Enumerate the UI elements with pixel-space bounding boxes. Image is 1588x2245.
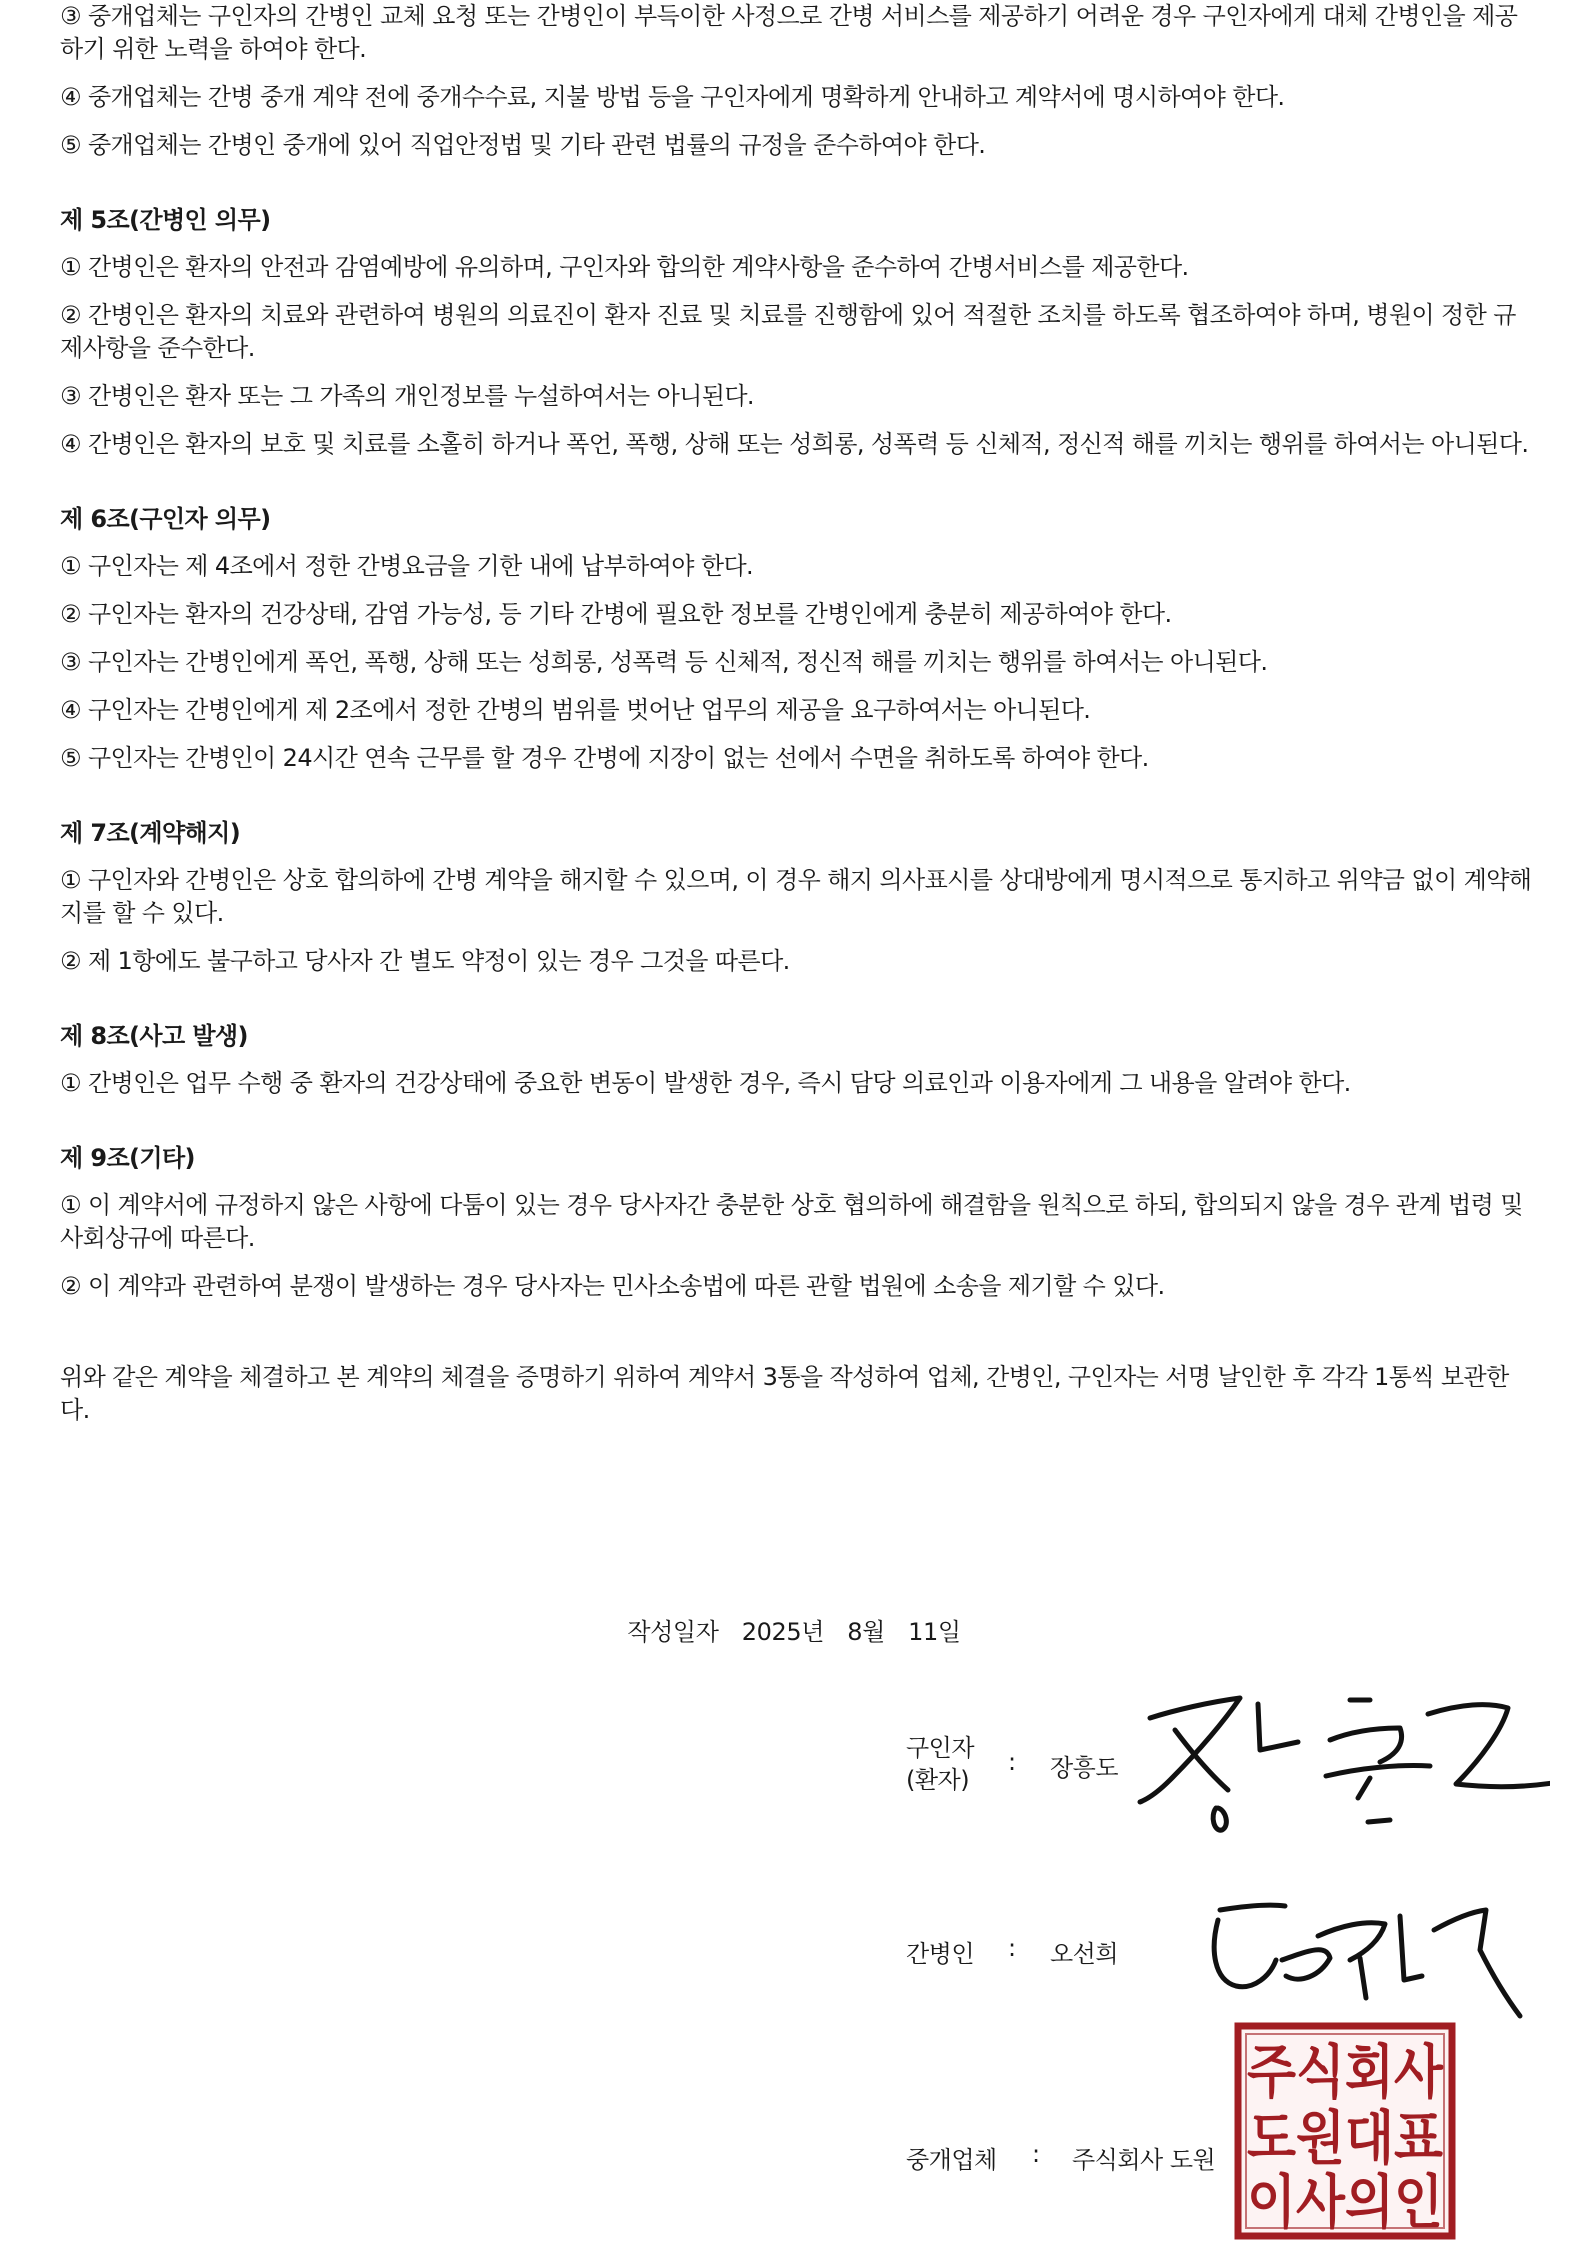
date-month: 8월	[847, 1618, 885, 1646]
date-year: 2025년	[741, 1618, 824, 1646]
intro-section	[60, 0, 1532, 162]
clause-paragraph: ② 제 1항에도 불구하고 당사자 간 별도 약정이 있는 경우 그것을 따른다.	[60, 947, 790, 975]
article-7	[60, 817, 1532, 978]
article-heading: 제 6조(구인자 의무)	[60, 505, 271, 533]
article-heading: 제 9조(기타)	[60, 1144, 195, 1172]
client-handwritten-signature	[1130, 1680, 1550, 1850]
article-9	[60, 1142, 1532, 1303]
agency-label: 중개업체	[906, 2146, 997, 2174]
caregiver-label: 간병인	[906, 1940, 975, 1968]
client-colon: :	[1008, 1748, 1016, 1776]
svg-text:이사의인: 이사의인	[1247, 2168, 1443, 2236]
svg-text:도원대표: 도원대표	[1247, 2104, 1443, 2172]
closing-statement: 위와 같은 계약을 체결하고 본 계약의 체결을 증명하기 위하여 계약서 3통을 작성하여 업체, 간병인, 구인자는 서명 날인한 후 각각 1통씩 보관한다.	[60, 1363, 1509, 1424]
client-label: 구인자	[906, 1734, 975, 1762]
agency-name: 주식회사 도원	[1072, 2146, 1216, 2174]
article-8	[60, 1020, 1532, 1100]
clause-paragraph: ① 구인자와 간병인은 상호 합의하에 간병 계약을 해지할 수 있으며, 이 경우 해지 의사표시를 상대방에게 명시적으로 통지하고 위약금 없이 계약해지를 할 수 있다.	[60, 866, 1532, 927]
clause-paragraph: ② 간병인은 환자의 치료와 관련하여 병원의 의료진이 환자 진료 및 치료를 진행함에 있어 적절한 조치를 하도록 협조하여야 하며, 병원이 정한 규제사항을 준수한다.	[60, 301, 1516, 362]
clause-paragraph: ④ 중개업체는 간병 중개 계약 전에 중개수수료, 지불 방법 등을 구인자에게 명확하게 안내하고 계약서에 명시하여야 한다.	[60, 83, 1285, 111]
article-5	[60, 204, 1532, 461]
clause-paragraph: ④ 구인자는 간병인에게 제 2조에서 정한 간병의 범위를 벗어난 업무의 제공을 요구하여서는 아니된다.	[60, 696, 1091, 724]
clause-paragraph: ⑤ 중개업체는 간병인 중개에 있어 직업안정법 및 기타 관련 법률의 규정을 준수하여야 한다.	[60, 131, 986, 159]
clause-paragraph: ③ 중개업체는 구인자의 간병인 교체 요청 또는 간병인이 부득이한 사정으로 간병 서비스를 제공하기 어려운 경우 구인자에게 대체 간병인을 제공하기 위한 노력을 하여야 한다.	[60, 2, 1518, 63]
clause-paragraph: ① 간병인은 업무 수행 중 환자의 건강상태에 중요한 변동이 발생한 경우, 즉시 담당 의료인과 이용자에게 그 내용을 알려야 한다.	[60, 1069, 1351, 1097]
company-seal-stamp	[1232, 2020, 1458, 2242]
article-heading: 제 8조(사고 발생)	[60, 1022, 248, 1050]
clause-paragraph: ② 구인자는 환자의 건강상태, 감염 가능성, 등 기타 간병에 필요한 정보를 간병인에게 충분히 제공하여야 한다.	[60, 600, 1172, 628]
date-label: 작성일자	[627, 1618, 719, 1646]
clause-paragraph: ⑤ 구인자는 간병인이 24시간 연속 근무를 할 경우 간병에 지장이 없는 선에서 수면을 취하도록 하여야 한다.	[60, 744, 1149, 772]
date-line	[0, 1612, 1588, 1647]
caregiver-colon: :	[1008, 1934, 1016, 1962]
clause-paragraph: ① 구인자는 제 4조에서 정한 간병요금을 기한 내에 납부하여야 한다.	[60, 552, 754, 580]
clause-paragraph: ① 간병인은 환자의 안전과 감염예방에 유의하며, 구인자와 합의한 계약사항을 준수하여 간병서비스를 제공한다.	[60, 253, 1189, 281]
client-label-sub: (환자)	[906, 1766, 970, 1794]
date-day: 11일	[908, 1618, 961, 1646]
agency-colon: :	[1032, 2140, 1040, 2168]
caregiver-handwritten-signature	[1190, 1880, 1540, 2040]
article-6	[60, 503, 1532, 775]
caregiver-name: 오선희	[1050, 1940, 1119, 1968]
clause-paragraph: ④ 간병인은 환자의 보호 및 치료를 소홀히 하거나 폭언, 폭행, 상해 또는 성희롱, 성폭력 등 신체적, 정신적 해를 끼치는 행위를 하여서는 아니된다.	[60, 430, 1529, 458]
clause-paragraph: ① 이 계약서에 규정하지 않은 사항에 다툼이 있는 경우 당사자간 충분한 상호 협의하에 해결함을 원칙으로 하되, 합의되지 않을 경우 관계 법령 및 사회상규에 따른다.	[60, 1191, 1523, 1252]
client-name: 장흥도	[1050, 1754, 1119, 1782]
contract-document	[60, 0, 1532, 1442]
article-heading: 제 7조(계약해지)	[60, 819, 241, 847]
svg-text:주식회사: 주식회사	[1247, 2038, 1444, 2106]
clause-paragraph: ② 이 계약과 관련하여 분쟁이 발생하는 경우 당사자는 민사소송법에 따른 관할 법원에 소송을 제기할 수 있다.	[60, 1272, 1165, 1300]
clause-paragraph: ③ 간병인은 환자 또는 그 가족의 개인정보를 누설하여서는 아니된다.	[60, 382, 754, 410]
article-heading: 제 5조(간병인 의무)	[60, 206, 271, 234]
clause-paragraph: ③ 구인자는 간병인에게 폭언, 폭행, 상해 또는 성희롱, 성폭력 등 신체적, 정신적 해를 끼치는 행위를 하여서는 아니된다.	[60, 648, 1268, 676]
